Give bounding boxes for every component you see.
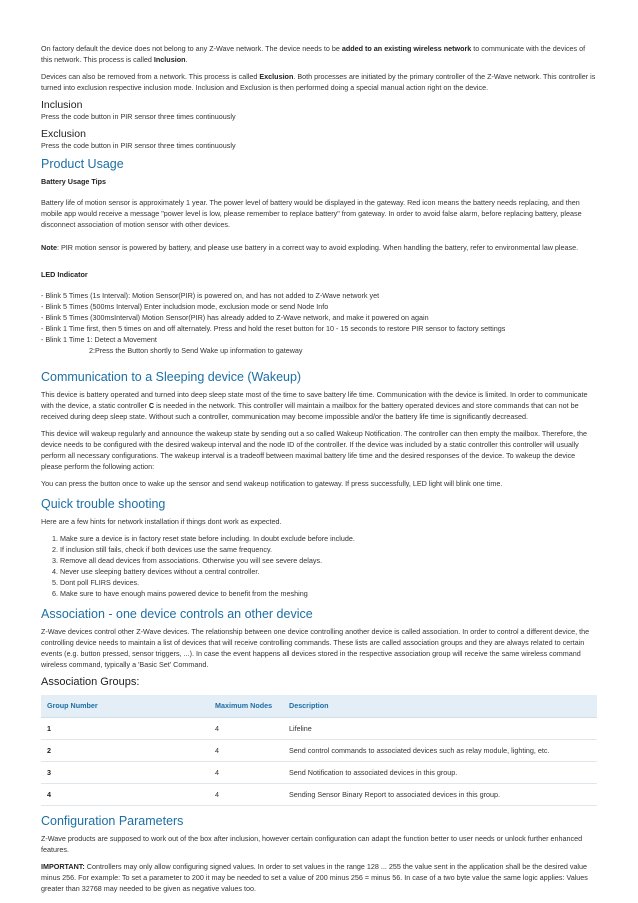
description-cell: Sending Sensor Binary Report to associated devices in this group. [283,783,597,805]
max-nodes-cell: 4 [209,783,283,805]
battery-usage-text: Battery life of motion sensor is approximately 1 year. The power level of battery would be displayed in the gateway. Red icon means the battery needs replacing, and then mobile app would receive a message "power level is low, please remember to replace battery" from gateway. In order to avoid false alarm, before replacing battery, please disconnect association of motion sensor with other devices. [41,198,582,229]
max-nodes-cell: 4 [209,761,283,783]
trouble-shooting-list [41,533,597,599]
wakeup-paragraph-2: This device will wakeup regularly and announce the wakeup state by sending out a so called Wakeup Notification. The controller can then empty the mailbox. Therefore, the device needs to be configured with the desired wakeup interval and the node ID of the controller. If the device was included by a static controller this controller will usually perform all necessary configurations. The wakeup interval is a tradeoff between maximal battery life time and the desired responses of the device. To wakeup the device please perform the following action: [41,429,588,471]
led-line: - Blink 5 Times (500ms Interval) Enter includsion mode, exclusion mode or send Node Info [41,302,329,311]
wakeup-heading: Communication to a Sleeping device (Wakeup) [41,370,302,384]
association-text: Z-Wave devices control other Z-Wave devices. The relationship between one device controlling another device is called association. In order to control a different device, the controlling device needs to maintain a list of devices that will receive controlling commands. These lists are called association groups and they are always related to certain events (e.g. button pressed, sensor triggers, ...). In case the event happens all devices stored in the respective association group will receive the same wireless command wireless command, typically a 'Basic Set' Command. [41,627,590,669]
association-groups-table [41,695,597,806]
led-line: - Blink 5 Times (1s Interval): Motion Sensor(PIR) is powered on, and has not added to Z-Wave network yet [41,291,380,300]
battery-note: Note: PIR motion sensor is powered by battery, and please use battery in a correct way to avoid exploding. When handling the battery, refer to environmental law please. [41,243,579,252]
intro-paragraph-2: Devices can also be removed from a network. This process is called Exclusion. Both processes are initiated by the primary controller of the Z-Wave network. This controller is turned into exclusion respective inclusion mode. Inclusion and Exclusion is then performed doing a special manual action right on the device. [41,72,596,92]
description-cell: Lifeline [283,717,597,739]
list-item: 1. Make sure a device is in factory reset state before including. In doubt exclude before include. [60,533,597,544]
group-number-cell: 2 [41,739,209,761]
led-indicator-heading: LED Indicator [41,270,88,279]
group-number-cell: 3 [41,761,209,783]
group-number-cell: 4 [41,783,209,805]
association-heading: Association - one device controls an other device [41,607,313,621]
list-item: 2. If inclusion still fails, check if both devices use the same frequency. [60,544,597,555]
table-header-row [41,695,597,717]
led-line: - Blink 5 Times (300msInterval) Motion Sensor(PIR) has already added to Z-Wave network, and make it powered on again [41,313,429,322]
wakeup-paragraph-3: You can press the button once to wake up the sensor and send wakeup notification to gateway. If press successfully, LED light will blink one time. [41,479,503,488]
column-header-group-number: Group Number [41,695,209,717]
product-usage-heading: Product Usage [41,157,124,171]
wakeup-paragraph-1: This device is battery operated and turned into deep sleep state most of the time to save battery life time. Communication with the device is limited. In order to communicate with the device, a static controller C is needed in the network. This controller will maintain a mailbox for the battery operated devices and store commands that can not be received during deep sleep state. Without such a controller, communication may become impossible and/or the battery life time is significantly decreased. [41,390,588,421]
led-line: - Blink 1 Time 1: Detect a Movement [41,335,157,344]
led-indicator-list [41,290,597,356]
led-line: - Blink 1 Time first, then 5 times on and off alternately. Press and hold the reset button for 10 - 15 seconds to restore PIR sensor to factory settings [41,324,506,333]
list-item: 4. Never use sleeping battery devices without a central controller. [60,566,597,577]
trouble-shooting-heading: Quick trouble shooting [41,497,166,511]
description-cell: Send control commands to associated devices such as relay module, lighting, etc. [283,739,597,761]
exclusion-text: Press the code button in PIR sensor three times continuously [41,141,236,150]
list-item: 3. Remove all dead devices from associations. Otherwise you will see severe delays. [60,555,597,566]
table-row [41,761,597,783]
document-page [41,43,597,900]
column-header-maximum-nodes: Maximum Nodes [209,695,283,717]
intro-paragraph-1: On factory default the device does not belong to any Z-Wave network. The device needs to be added to an existing wireless network to communicate with the devices of this network. This process is called Inclusion. [41,44,586,64]
config-paragraph-2: IMPORTANT: Controllers may only allow configuring signed values. In order to set values in the range 128 ... 255 the value sent in the application shall be the desired value minus 256. For example: To set a parameter to 200 it may be needed to set a value of 200 minus 256 = minus 56. In case of a two byte value the same logic applies: Values greater than 32768 may needed to be given as negative values too. [41,861,588,893]
max-nodes-cell: 4 [209,717,283,739]
list-item: 5. Dont poll FLIRS devices. [60,577,597,588]
list-item: 6. Make sure to have enough mains powered device to benefit from the meshing [60,588,597,599]
exclusion-heading: Exclusion [41,128,86,140]
table-row [41,739,597,761]
trouble-shooting-intro: Here are a few hints for network installation if things dont work as expected. [41,517,282,526]
inclusion-heading: Inclusion [41,99,83,111]
config-paragraph-1: Z-Wave products are supposed to work out of the box after inclusion, however certain configuration can adapt the function better to user needs or unlock further enhanced features. [41,833,583,854]
led-line: 2:Press the Button shortly to Send Wake up information to gateway [89,346,303,355]
description-cell: Send Notification to associated devices in this group. [283,761,597,783]
table-row [41,717,597,739]
battery-usage-tips-heading: Battery Usage Tips [41,177,106,186]
group-number-cell: 1 [41,717,209,739]
column-header-description: Description [283,695,597,717]
inclusion-text: Press the code button in PIR sensor three times continuously [41,112,236,121]
association-groups-heading: Association Groups: [41,676,140,688]
table-row [41,783,597,805]
max-nodes-cell: 4 [209,739,283,761]
configuration-parameters-heading: Configuration Parameters [41,813,184,828]
